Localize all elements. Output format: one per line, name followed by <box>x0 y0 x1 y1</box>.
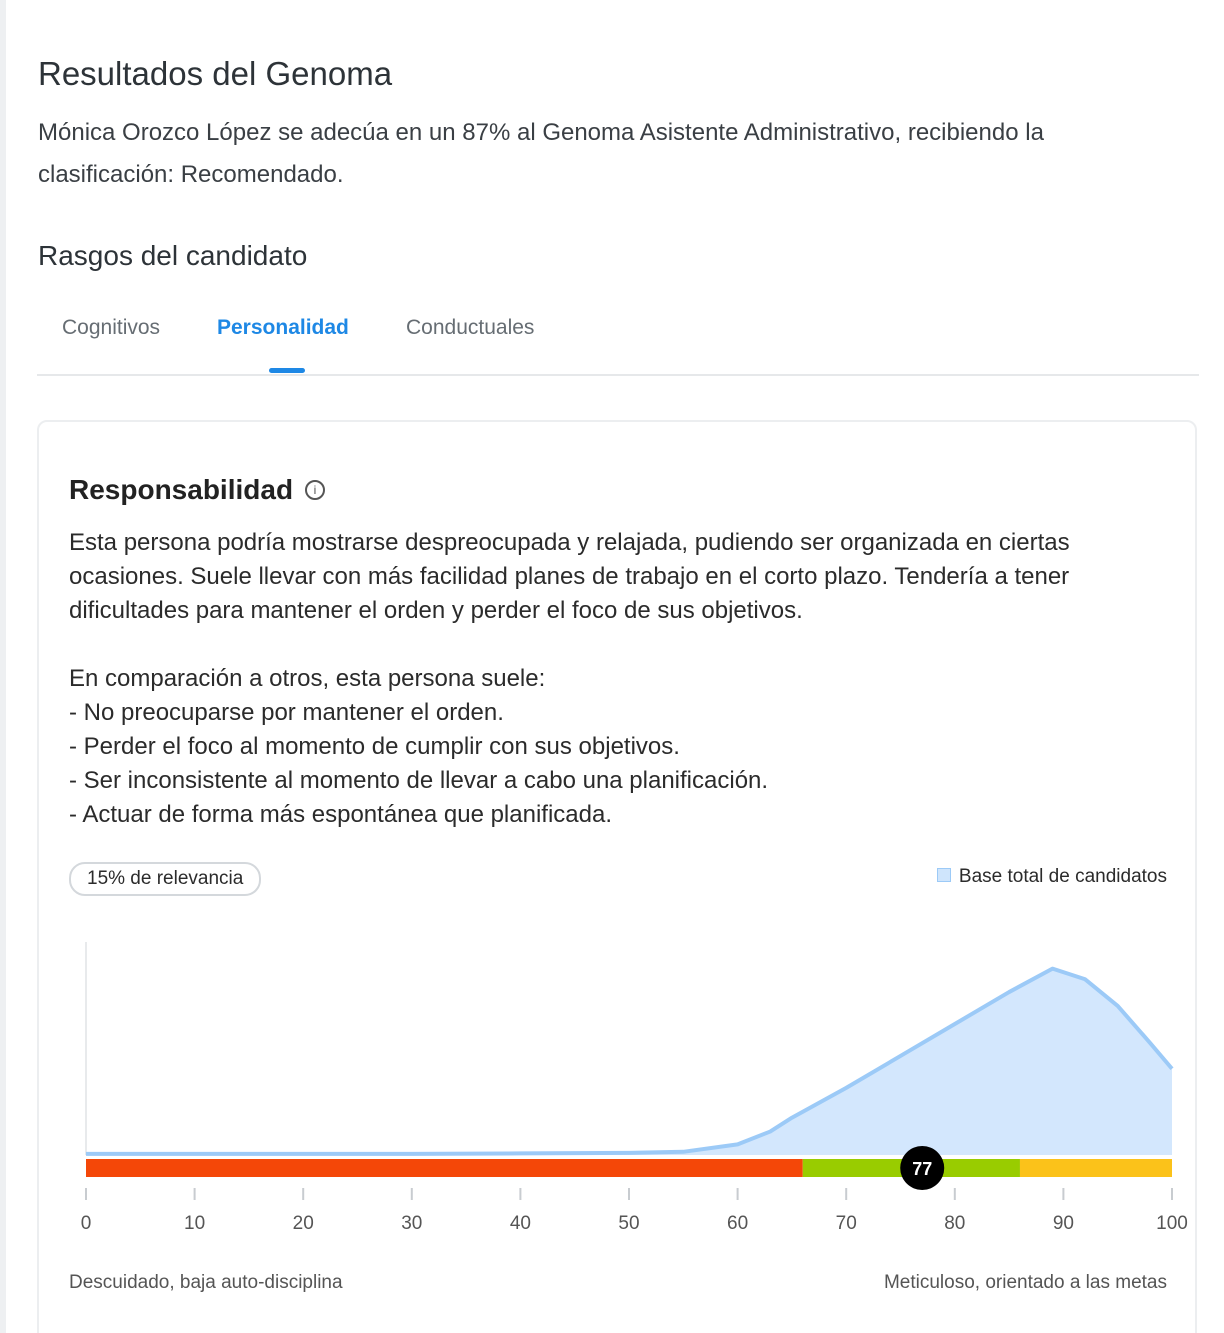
low-end-label: Descuidado, baja auto-disciplina <box>69 1272 343 1293</box>
summary-text: Mónica Orozco López se adecúa en un 87% al Genoma Asistente Administrativo, recibiendo la clasificación: Recomendado. <box>38 119 1044 188</box>
x-tick-label: 90 <box>1052 1213 1074 1234</box>
distribution-area <box>86 969 1172 1155</box>
score-value: 77 <box>912 1159 933 1179</box>
score-band-2 <box>1020 1159 1172 1177</box>
traits-tabs <box>37 300 1199 376</box>
score-band-0 <box>86 1159 803 1177</box>
info-icon[interactable]: i <box>305 480 325 500</box>
active-tab-indicator <box>269 368 305 373</box>
x-tick-label: 20 <box>292 1213 314 1234</box>
x-tick-label: 40 <box>509 1213 531 1234</box>
tab-conductuales[interactable]: Conductuales <box>406 316 535 339</box>
x-tick-label: 30 <box>401 1213 423 1234</box>
x-tick-label: 70 <box>835 1213 857 1234</box>
x-tick-label: 80 <box>944 1213 966 1234</box>
trait-title: Responsabilidad <box>69 474 294 505</box>
x-tick-label: 10 <box>184 1213 206 1234</box>
x-tick-label: 60 <box>727 1213 749 1234</box>
relevance-badge: 15% de relevancia <box>69 862 261 896</box>
tab-cognitivos[interactable]: Cognitivos <box>62 316 161 339</box>
tab-personalidad[interactable]: Personalidad <box>217 316 349 339</box>
traits-title: Rasgos del candidato <box>38 240 308 271</box>
trait-description: Esta persona podría mostrarse despreocupada y relajada, pudiendo ser organizada en ciertas ocasiones. Suele llevar con más facilidad planes de trabajo en el corto plazo. Tendería a tener dificultades para mantener el orden y perder el foco de sus objetivos. En comparación a otros, esta persona suele: - No preocuparse por mantener el orden. - Perder el foco al momento de cumplir con sus objetivos. - Ser inconsistente al momento de llevar a cabo una planificación. - Actuar de forma más espontánea que planificada. <box>69 529 1070 828</box>
x-tick-label: 0 <box>80 1213 92 1234</box>
page-title: Resultados del Genoma <box>38 55 393 92</box>
distribution-chart <box>39 422 1199 1333</box>
high-end-label: Meticuloso, orientado a las metas <box>883 1272 1167 1293</box>
legend-label: Base total de candidatos <box>958 866 1167 887</box>
trait-card <box>37 420 1197 1333</box>
x-tick-label: 50 <box>618 1213 640 1234</box>
x-tick-label: 100 <box>1156 1213 1188 1234</box>
